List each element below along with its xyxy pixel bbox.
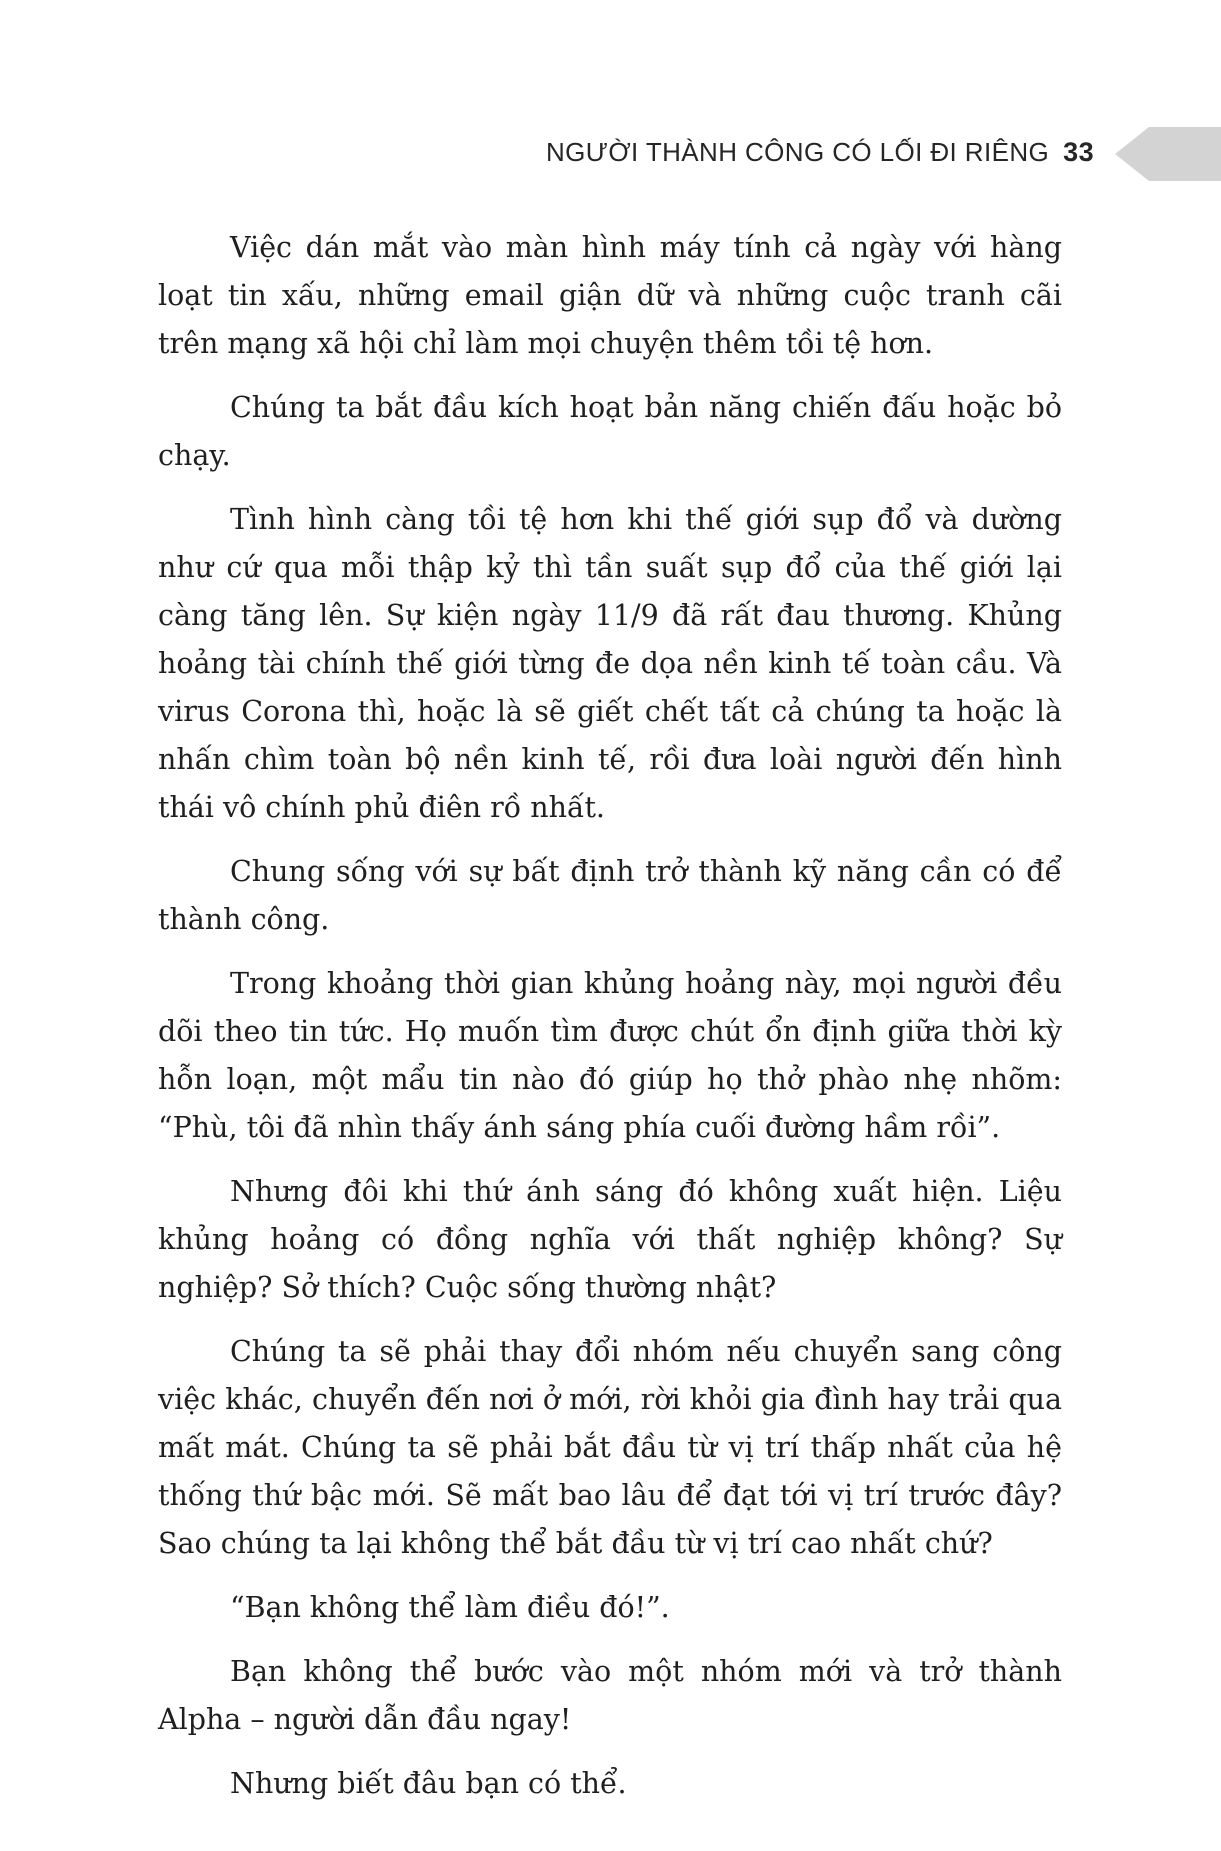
paragraph: Tình hình càng tồi tệ hơn khi thế giới sụp đổ và dường như cứ qua mỗi thập kỷ thì tần suất sụp đổ của thế giới lại càng tăng lên. Sự kiện ngày 11/9 đã rất đau thương. Khủng hoảng tài chính thế giới từng đe dọa nền kinh tế toàn cầu. Và virus Corona thì, hoặc là sẽ giết chết tất cả chúng ta hoặc là nhấn chìm toàn bộ nền kinh tế, rồi đưa loài người đến hình thái vô chính phủ điên rồ nhất.: [158, 503, 1062, 824]
running-header: [546, 137, 1094, 168]
paragraph: Nhưng đôi khi thứ ánh sáng đó không xuất hiện. Liệu khủng hoảng có đồng nghĩa với thất nghiệp không? Sự nghiệp? Sở thích? Cuộc sống thường nhật?: [158, 1175, 1062, 1304]
paragraph: Chúng ta sẽ phải thay đổi nhóm nếu chuyển sang công việc khác, chuyển đến nơi ở mới, rời khỏi gia đình hay trải qua mất mát. Chúng ta sẽ phải bắt đầu từ vị trí thấp nhất của hệ thống thứ bậc mới. Sẽ mất bao lâu để đạt tới vị trí trước đây? Sao chúng ta lại không thể bắt đầu từ vị trí cao nhất chứ?: [158, 1335, 1062, 1560]
paragraph: Nhưng biết đâu bạn có thể.: [230, 1767, 627, 1800]
book-title: NGƯỜI THÀNH CÔNG CÓ LỐI ĐI RIÊNG: [545, 137, 1050, 167]
page-number: 33: [1063, 137, 1094, 167]
paragraph: Bạn không thể bước vào một nhóm mới và trở thành Alpha – người dẫn đầu ngay!: [158, 1655, 1062, 1736]
paragraph: Việc dán mắt vào màn hình máy tính cả ngày với hàng loạt tin xấu, những email giận dữ và những cuộc tranh cãi trên mạng xã hội chỉ làm mọi chuyện thêm tồi tệ hơn.: [158, 231, 1062, 360]
page-tab-arrow-icon: [1115, 127, 1221, 181]
paragraph: Chung sống với sự bất định trở thành kỹ năng cần có để thành công.: [158, 855, 1062, 936]
paragraph: Chúng ta bắt đầu kích hoạt bản năng chiến đấu hoặc bỏ chạy.: [158, 391, 1062, 472]
paragraph: Trong khoảng thời gian khủng hoảng này, mọi người đều dõi theo tin tức. Họ muốn tìm được chút ổn định giữa thời kỳ hỗn loạn, một mẩu tin nào đó giúp họ thở phào nhẹ nhõm: “Phù, tôi đã nhìn thấy ánh sáng phía cuối đường hầm rồi”.: [158, 967, 1062, 1144]
paragraph: “Bạn không thể làm điều đó!”.: [230, 1591, 670, 1624]
body-text: [158, 224, 1062, 1824]
